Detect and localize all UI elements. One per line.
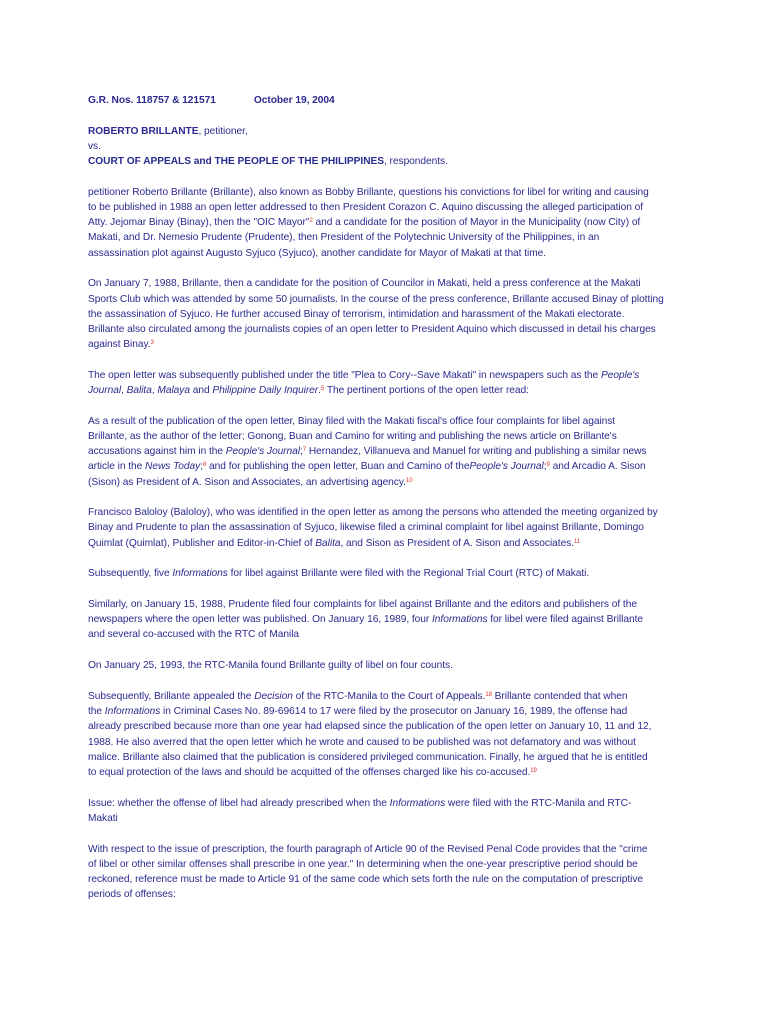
footnote-marker[interactable]: 2	[309, 218, 313, 225]
petitioner-name: ROBERTO BRILLANTE	[88, 125, 199, 137]
footnote-marker[interactable]: 7	[302, 447, 307, 454]
footnote-marker[interactable]: 9	[546, 462, 550, 469]
paragraph-5: Francisco Baloloy (Baloloy), who was identified in the open letter as among the persons who attended the meeting organized by Binay and Prudente to plan the assassination of Syjuco, likewise filed a criminal complaint for libel against Brillante, Domingo Quimlat (Quimlat), Publisher and Editor-in-Chief of Balita, and Sison as President of A. Sison and Associates.$^{11}$	[88, 507, 658, 549]
paragraph-4: As a result of the publication of the open letter, Binay filed with the Makati fiscal's office four complaints for libel against Brillante, as the author of the letter; Gonong, Buan and Camino for writing and publishing the news article on Brillante's accusations against him in the People's Journal;$^7$ Hernandez, Villanueva and Manuel for writing and publishing a similar news article in the News Today;$^8$ and for publishing the open letter, Buan and Camino of thePeople's Journal;$^9$ and Arcadio A. Sison (Sison) as President of A. Sison and Associates, an advertising agency.$^{10}$	[88, 415, 647, 488]
case-header	[88, 93, 680, 108]
paragraph-11: With respect to the issue of prescription, the fourth paragraph of Article 90 of the Revised Penal Code provides that the "crime of libel or other similar offenses shall prescribe in one year." In determining when the one-year prescriptive period should be reckoned, reference must be made to Article 91 of the same code which sets forth the rule on the computation of prescriptive periods of offenses:	[88, 843, 648, 901]
paragraph-9: Subsequently, Brillante appealed the Decision of the RTC-Manila to the Court of Appeals.$^{18}$ Brillante contended that when the Informations in Criminal Cases No. 89-69614 to 17 were filed by the prosecutor on January 16, 1989, the offense had already prescribed because more than one year had elapsed since the publication of the open letter on January 10, 11 and 12, 1988. He also averred that the open letter which he wrote and caused to be published was not defamatory and was without malice. Brillante also claimed that the publication is considered privileged communication. Finally, he argued that he is entitled to equal protection of the laws and should be acquitted of the offenses charged like his co-accused.$^{19}$	[88, 690, 652, 778]
paragraph-2: On January 7, 1988, Brillante, then a candidate for the position of Councilor in Makati, held a press conference at the Makati Sports Club which was attended by some 50 journalists. In the course of the press conference, Brillante accused Binay of plotting the assassination of Syjuco. He further accused Binay of terrorism, intimidation and harassment of the Makati electorate. Brillante also circulated among the journalists copies of an open letter to President Aquino which discussed in detail his charges against Binay.$^3$	[88, 278, 664, 351]
paragraph-3: The open letter was subsequently published under the title "Plea to Cory--Save Makati" in newspapers such as the People's Journal, Balita, Malaya and Philippine Daily Inquirer.$^5$ The pertinent portions of the open letter read:	[88, 369, 640, 397]
paragraph-6: Subsequently, five Informations for libel against Brillante were filed with the Regional Trial Court (RTC) of Makati.	[88, 568, 590, 580]
footnote-marker[interactable]: 18	[485, 691, 492, 698]
paragraph-1: petitioner Roberto Brillante (Brillante), also known as Bobby Brillante, questions his convictions for libel for writing and causing to be published in 1988 an open letter addressed to then President Corazon C. Aquino discussing the alleged participation of Atty. Jejomar Binay (Binay), then the "OIC Mayor"$^2$ and a candidate for the position of Mayor in the Municipality (now City) of Makati, and Dr. Nemesio Prudente (Prudente), then President of the Polytechnic University of the Philippines, in an assassination plot against Augusto Syjuco (Syjuco), another candidate for Mayor of Makati at that time.	[88, 186, 649, 259]
footnote-marker[interactable]: 8	[202, 462, 207, 469]
respondent-name: COURT OF APPEALS and THE PEOPLE OF THE PHILIPPINES	[88, 156, 384, 168]
footnote-marker[interactable]: 10	[405, 477, 413, 484]
petitioner-role: , petitioner,	[198, 125, 248, 137]
footnote-marker[interactable]: 5	[320, 386, 325, 393]
decision-date: October 19, 2004	[253, 95, 335, 106]
footnote-marker[interactable]: 19	[530, 767, 537, 774]
paragraph-10-issue: Issue: whether the offense of libel had already prescribed when the Informations were filed with the RTC-Manila and RTC- Makati	[88, 797, 632, 824]
respondent-role: , respondents.	[384, 156, 448, 168]
footnote-marker[interactable]: 11	[574, 538, 581, 545]
paragraph-7: Similarly, on January 15, 1988, Prudente filed four complaints for libel against Brillante and the editors and publishers of the newspapers where the open letter was published. On January 16, 1989, four Informations for libel were filed against Brillante and several co-accused with the RTC of Manila	[88, 599, 643, 641]
gr-number: G.R. Nos. 118757 & 121571	[88, 95, 216, 106]
footnote-marker[interactable]: 3	[150, 340, 154, 347]
versus: vs.	[88, 140, 101, 152]
paragraph-8: On January 25, 1993, the RTC-Manila found Brillante guilty of libel on four counts.	[88, 660, 453, 672]
parties-block	[88, 124, 680, 170]
